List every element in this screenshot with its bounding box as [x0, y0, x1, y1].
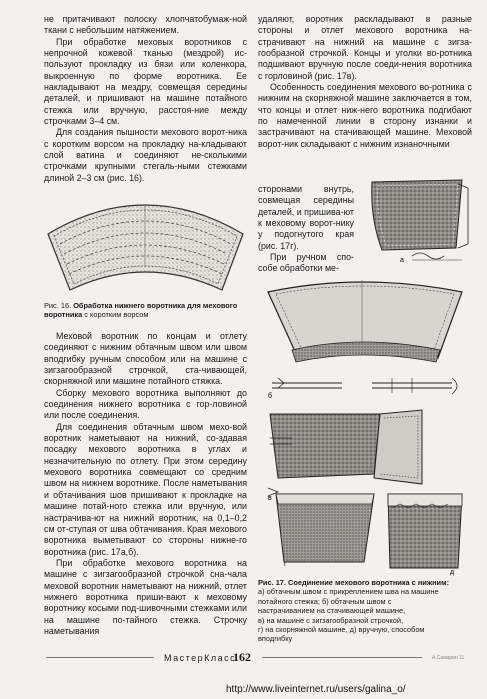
paragraph: При ручном спо-собе обработки ме- [258, 252, 354, 274]
footer-signature: А.Самарин 11 [432, 655, 465, 661]
label-g: г [284, 561, 287, 568]
paragraph: сторонами внутрь, совмещая середины деталей, и пришива-ют к меховому ворот-нику у подогнутого края (рис. 17г). [258, 184, 354, 251]
figure-16-caption [44, 301, 247, 320]
collar-joining-illustration [262, 178, 474, 576]
paragraph: Особенность соединения мехового во-ротника с нижним на скорняжной машине заключается в том, что концы и отлет ниж-него воротника подгибают по намеченной линии в сторону изнанки и застрачивают на стачивающей машине. Меховой ворот-ник складывают с нижним изнаночными [258, 82, 472, 149]
label-b: б [268, 393, 273, 400]
paragraph: При обработке меховых воротников с непрочной кожевой тканью (мездрой) ис-пользуют прокладку из бязи или коленкора, выкроенную по форме воротника. Ее накладывают на мездру, совмещая середины деталей, и пришивают на машине потайного стежка или вручную, расстоя-ние между строчками 3–4 см. [44, 36, 247, 127]
paragraph: Для соединения обтачным швом мехо-вой воротник наметывают на нижний, со-здавая посадку мехового воротника в углах и незначительную по отлету. При этом середину мехового воротника совмещают со средним швом на нижнем воротнике. После наметывания и обтачивания шов пришивают к прокладке на машине потай-ного стежка или вручную, или настрачива-ют на нижний воротник, на 0,1–0,2 см от-ступая от шва обтачивания. Края мехового воротника выметывают со стороны нижне-го воротника (рис. 17а,б). [44, 421, 247, 557]
paragraph: Меховой воротник по концам и отлету соединяют с нижним обтачным швом или швом вподгибку ручным способом или на машине с зигзагообразной строчкой, ста-чивающей, скорняжной или машине потайного стяжка. [44, 331, 247, 387]
caption-line: потайного стежка; б) обтачным швом с [258, 596, 392, 606]
watermark-url: http://www.liveinternet.ru/users/galina_o/ [226, 684, 406, 695]
caption-line: в) на машине с зигзагообразной строчкой, [258, 615, 404, 625]
caption-bold: Обработка нижнего воротника для мехового воротника [44, 301, 238, 320]
caption-line: а) обтачным швом с прикреплением шва на машине [258, 587, 439, 597]
figure-16 [44, 190, 247, 296]
left-column-bottom [44, 331, 247, 637]
diagram-v [270, 410, 422, 484]
paragraph: Для создания пышности мехового ворот-ника с коротким ворсом на прокладку на-кладывают слой ватина и соединяют не-сколькими строчками крупными стегаль-ными стежками длиной 2–3 см (рис. 16). [44, 127, 247, 183]
diagram-d [388, 494, 462, 568]
diagram-a [372, 180, 468, 260]
caption-line: г) на скорняжной машине, д) вручную, способом [258, 625, 425, 635]
paragraph: не притачивают полоску хлопчатобумаж-ной ткани с небольшим натяжением. [44, 14, 247, 36]
label-d: д [450, 569, 455, 576]
footer-label: МастерКласс [164, 653, 237, 663]
page-number: 162 [233, 650, 251, 664]
diagram-b [268, 280, 462, 362]
figure-17 [262, 178, 474, 576]
collar-quilting-illustration [44, 190, 247, 296]
label-a: а [400, 257, 404, 264]
caption-line: вподгибку [258, 634, 293, 644]
paragraph: При обработке мехового воротника на машине с зигзагообразной строчкой сна-чала меховой воротник наметывают на нижний, отлет нижнего воротника приши-вают к меховому воротнику косыми под-шивочными стежками или на машине по-тайного стежка. Строчку наметывания [44, 557, 247, 636]
caption-rest: с коротким ворсом [82, 310, 149, 320]
paragraph: удаляют, воротник раскладывают в разные стороны и отлет мехового воротника на-страчивают на нижний на машине с зигза-гообразной строчкой. Концы и уголки во-ротника подшивают вручную после соеди-нения воротника с горловиной (рис. 17в). [258, 14, 472, 81]
seam-sections [272, 378, 457, 394]
diagram-g [268, 488, 374, 562]
figure-17-caption [258, 578, 474, 644]
left-column-top [44, 14, 247, 184]
right-column-top [258, 14, 472, 150]
caption-prefix: Рис. 16. [44, 301, 74, 310]
paragraph: Сборку мехового воротника выполняют до соединения нижнего воротника с гор-ловиной или после соединения. [44, 387, 247, 421]
caption-line: настрачиванием на стачивающей машине, [258, 606, 406, 616]
caption-title: Рис. 17. Соединение мехового воротника с нижним: [258, 578, 450, 587]
footer-rule-left [46, 657, 154, 658]
footer-rule-right [262, 657, 422, 658]
label-v: в [268, 495, 272, 502]
